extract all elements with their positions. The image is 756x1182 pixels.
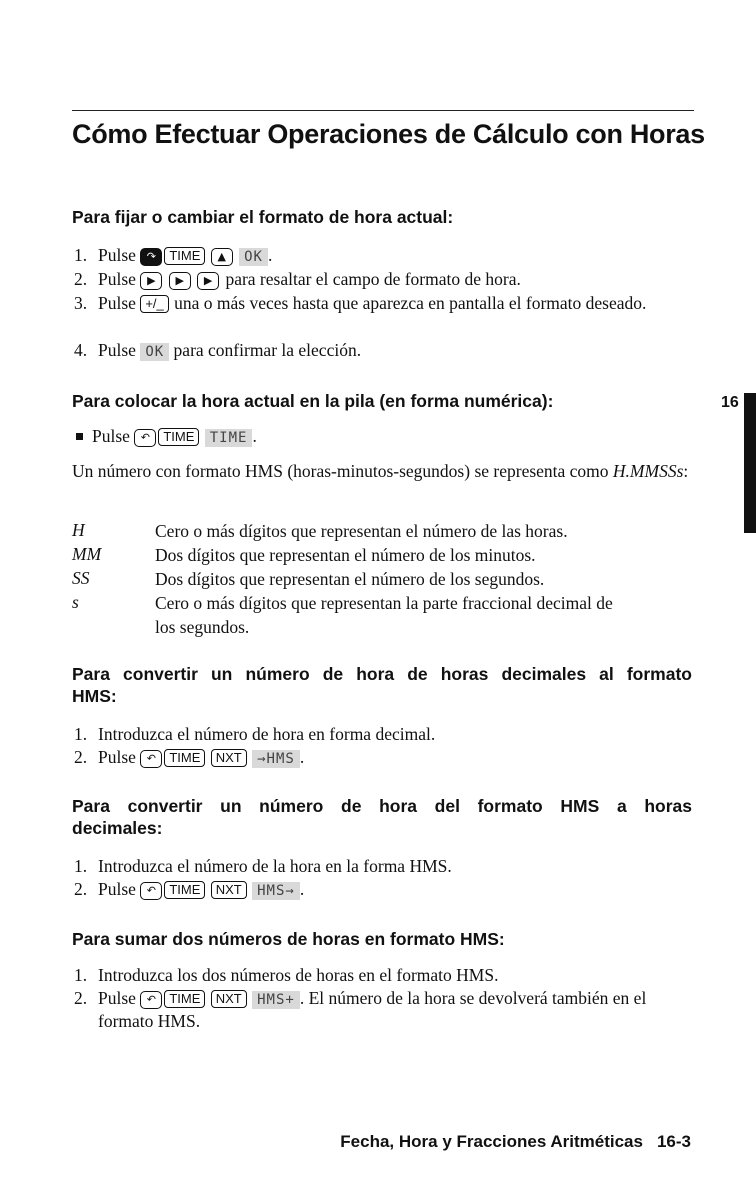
list-item: 2. Pulse ↶ TIME NXT HMS→ .	[74, 879, 305, 899]
time-key[interactable]: TIME	[158, 428, 199, 446]
ok-softkey[interactable]: OK	[140, 343, 169, 361]
list-item: 1. Introduzca los dos números de horas en el formato HMS.	[74, 965, 499, 985]
nxt-key[interactable]: NXT	[211, 749, 247, 767]
time-softkey[interactable]: TIME	[205, 429, 253, 447]
list-item: 4. Pulse OK para confirmar la elección.	[74, 340, 362, 360]
nxt-key[interactable]: NXT	[211, 990, 247, 1008]
list-item: 2. Pulse ▶ ▶ ▶ para resaltar el campo de formato de hora.	[74, 269, 521, 289]
right-arrow-key-icon[interactable]: ▶	[169, 272, 191, 290]
list-item: 3. Pulse +/_ una o más veces hasta que aparezca en pantalla el formato deseado.	[74, 293, 647, 313]
section-heading-to-decimal: Para convertir un número de hora del formato HMS a horas	[72, 796, 692, 816]
list-item: Pulse ↶ TIME TIME .	[74, 425, 674, 448]
top-rule	[72, 110, 694, 111]
bullet-icon	[76, 433, 83, 440]
time-key[interactable]: TIME	[164, 247, 205, 265]
section-heading-to-hms: Para convertir un número de hora de horas decimales al formato	[72, 664, 692, 684]
right-arrow-key-icon[interactable]: ▶	[197, 272, 219, 290]
to-hms-softkey[interactable]: →HMS	[252, 750, 300, 768]
left-shift-key-icon[interactable]: ↶	[140, 991, 162, 1009]
right-arrow-key-icon[interactable]: ▶	[140, 272, 162, 290]
definition-term: MM	[72, 544, 102, 564]
section-heading-to-hms-line2: HMS:	[72, 686, 117, 706]
definition-desc: Cero o más dígitos que representan la parte fraccional decimal de los segundos.	[155, 593, 613, 637]
time-key[interactable]: TIME	[164, 749, 205, 767]
right-shift-key-icon[interactable]: ↷	[140, 248, 162, 266]
section-heading-to-decimal-line2: decimales:	[72, 818, 163, 838]
list-item: 1. Introduzca el número de hora en forma decimal.	[74, 724, 436, 744]
section-heading-add-hms: Para sumar dos números de horas en formato HMS:	[72, 929, 505, 949]
footer-title: Fecha, Hora y Fracciones Aritméticas	[340, 1132, 643, 1151]
definition-desc: Dos dígitos que representan el número de los segundos.	[155, 569, 545, 589]
list-item: 2. Pulse ↶ TIME NXT HMS+ . El número de la hora se devolverá también en el formato HMS.	[74, 988, 647, 1031]
section-heading-place-time: Para colocar la hora actual en la pila (en forma numérica):	[72, 391, 554, 411]
left-shift-key-icon[interactable]: ↶	[134, 429, 156, 447]
up-arrow-key-icon[interactable]: ▲	[211, 248, 233, 266]
definition-term: s	[72, 592, 79, 612]
definition-desc: Cero o más dígitos que representan el número de las horas.	[155, 521, 568, 541]
page-title: Cómo Efectuar Operaciones de Cálculo con Horas	[72, 119, 705, 149]
time-key[interactable]: TIME	[164, 990, 205, 1008]
definition-desc: Dos dígitos que representan el número de los minutos.	[155, 545, 536, 565]
time-key[interactable]: TIME	[164, 881, 205, 899]
hms-plus-softkey[interactable]: HMS+	[252, 991, 300, 1009]
left-shift-key-icon[interactable]: ↶	[140, 750, 162, 768]
list-item: 2. Pulse ↶ TIME NXT →HMS .	[74, 747, 305, 767]
nxt-key[interactable]: NXT	[211, 881, 247, 899]
definition-term: SS	[72, 568, 90, 588]
from-hms-softkey[interactable]: HMS→	[252, 882, 300, 900]
page-footer	[340, 1132, 691, 1152]
page-number: 16-3	[656, 1132, 691, 1151]
list-item: 1. Pulse ↷ TIME ▲ OK .	[74, 245, 273, 265]
definition-term: H	[72, 520, 85, 540]
plus-minus-key[interactable]: +/_	[140, 295, 168, 313]
list-item: 1. Introduzca el número de la hora en la forma HMS.	[74, 856, 452, 876]
section-heading-set-format: Para fijar o cambiar el formato de hora actual:	[72, 207, 454, 227]
ok-softkey[interactable]: OK	[239, 248, 268, 266]
chapter-tab-bar	[744, 393, 756, 533]
hms-intro-paragraph: Un número con formato HMS (horas-minutos-segundos) se representa como H.MMSSs:	[72, 461, 689, 481]
left-shift-key-icon[interactable]: ↶	[140, 882, 162, 900]
chapter-tab-number: 16	[721, 394, 739, 411]
